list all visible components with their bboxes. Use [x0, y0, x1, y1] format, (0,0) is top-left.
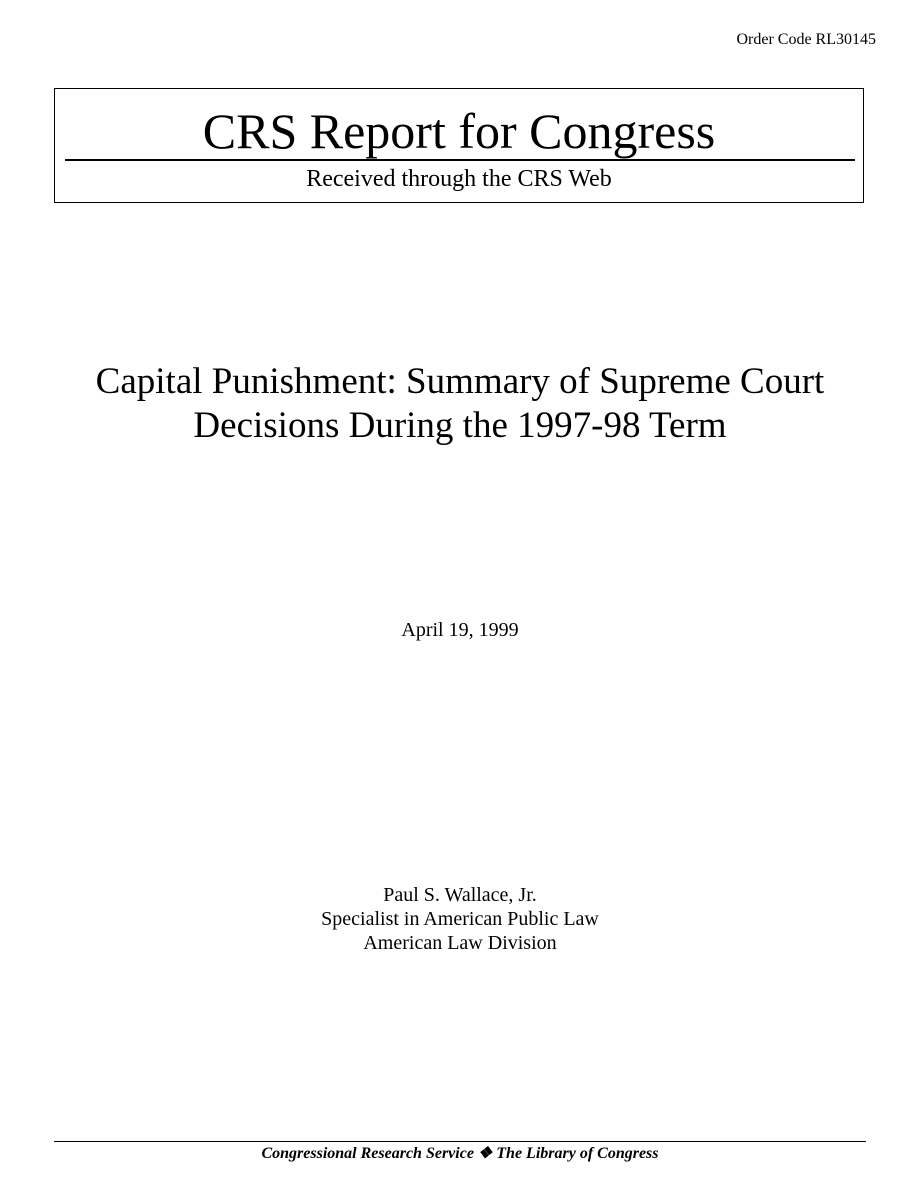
header-subtitle: Received through the CRS Web [306, 166, 612, 192]
header-title: CRS Report for Congress [202, 103, 716, 159]
author-division: American Law Division [363, 932, 557, 954]
report-title [40, 360, 880, 448]
footer-text: Congressional Research Service ❖ The Library of Congress [261, 1145, 659, 1162]
order-code: Order Code RL30145 [736, 31, 876, 48]
footer-rule [54, 1141, 866, 1142]
author-position: Specialist in American Public Law [321, 908, 599, 930]
header-rule [65, 159, 855, 161]
report-date: April 19, 1999 [401, 619, 519, 641]
report-header-box [54, 88, 864, 203]
author-name: Paul S. Wallace, Jr. [383, 884, 537, 906]
report-title-line-1: Capital Punishment: Summary of Supreme Court [95, 361, 825, 402]
author-block [0, 883, 920, 955]
report-title-line-2: Decisions During the 1997-98 Term [193, 405, 727, 446]
